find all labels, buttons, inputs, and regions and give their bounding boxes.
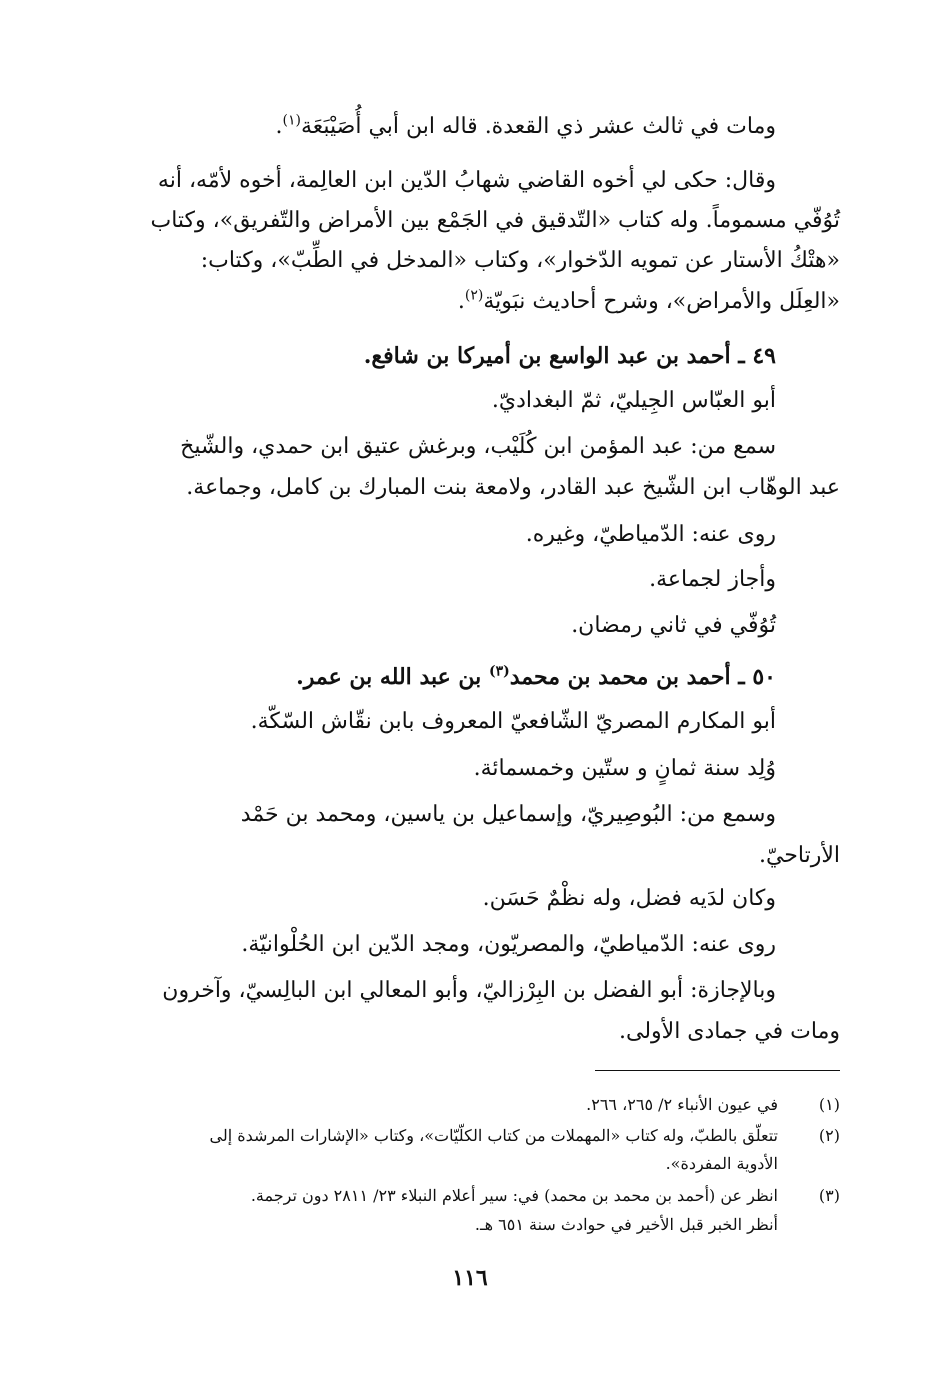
paragraph-line: روى عنه: الدّمياطيّ، وغيره. <box>525 522 776 547</box>
paragraph-line: «العِلَل والأمراض»، وشرح أحاديث نبَويّة$^{(٢)}$. <box>457 287 840 314</box>
paragraph-line: روى عنه: الدّمياطيّ، والمصريّون، ومجد الدّين ابن الحُلْوانيّة. <box>241 932 776 957</box>
paragraph-line: وأجاز لجماعة. <box>649 567 776 592</box>
entry-heading-50: ٥٠ ـ أحمد بن محمد بن محمد$^{(٣)}$ بن عبد الله بن عمر. <box>296 663 776 690</box>
footnote-ref: (٢) <box>464 287 484 304</box>
footnote-2: (٢)تتعلّق بالطبّ، وله كتاب «المهملات من كتاب الكلّيّات»، وكتاب «الإشارات المرشدة إلى <box>105 1122 840 1149</box>
paragraph-line: ومات في ثالث عشر ذي القعدة. قاله ابن أبي أُصَيْبَعَة$^{(١)}$. <box>275 112 776 139</box>
paragraph-line: ومات في جمادى الأولى. <box>618 1019 840 1044</box>
paragraph-line: تُوُفّي في ثاني رمضان. <box>571 613 776 638</box>
paragraph-line: أبو المكارم المصريّ الشّافعيّ المعروف بابن نقّاش السّكّة. <box>250 709 776 734</box>
footnote-1: (١)في عيون الأنباء ٢/ ٢٦٥، ٢٦٦. <box>105 1091 840 1118</box>
footnote-separator <box>595 1070 840 1071</box>
paragraph-line: وكان لدَيه فضل، وله نظْمٌ حَسَن. <box>482 886 776 911</box>
paragraph-line: سمع من: عبد المؤمن ابن كُلَيْب، وبرغش عتيق ابن حمدي، والشّيخ <box>180 434 776 459</box>
footnote-3: (٣)انظر عن (أحمد بن محمد بن محمد) في: سير أعلام النبلاء ٢٣/ ٢٨١١ دون ترجمة. <box>105 1182 840 1209</box>
paragraph-line: وسمع من: البُوصِيريّ، وإسماعيل بن ياسين، ومحمد بن حَمْد <box>240 802 776 827</box>
footnote-ref: (٣) <box>488 663 510 680</box>
footnote-3-continuation: أنظر الخبر قبل الأخير في حوادث سنة ٦٥١ هـ. <box>474 1215 778 1234</box>
entry-heading-49: ٤٩ ـ أحمد بن عبد الواسع بن أميركا بن شافع. <box>363 343 776 369</box>
paragraph-line: وبالإجازة: أبو الفضل بن البِرْزاليّ، وأبو المعالي ابن البالِسيّ، وآخرون <box>162 978 776 1003</box>
footnote-number: (٢) <box>818 1126 840 1145</box>
paragraph-line: الأرتاحيّ. <box>758 843 840 868</box>
paragraph-line: «هتْكُ الأستار عن تمويه الدّخوار»، وكتاب «المدخل في الطِّبّ»، وكتاب: <box>200 248 840 273</box>
paragraph-line: وقال: حكى لي أخوه القاضي شهابُ الدّين ابن العالِمة، أخوه لأمّه، أنه <box>157 168 776 193</box>
footnote-number: (١) <box>818 1095 840 1114</box>
footnote-number: (٣) <box>818 1186 840 1205</box>
paragraph-line: أبو العبّاس الجِيليّ، ثمّ البغداديّ. <box>491 388 776 413</box>
footnote-ref: (١) <box>282 112 301 129</box>
paragraph-line: عبد الوهّاب ابن الشّيخ عبد القادر، ولامعة بنت المبارك بن كامل، وجماعة. <box>186 475 840 500</box>
paragraph-line: تُوُفّي مسموماً. وله كتاب «التّدقيق في الجَمْع بين الأمراض والتّفريق»، وكتاب <box>150 208 840 233</box>
paragraph-line: وُلِد سنة ثمانٍ و ستّين وخمسمائة. <box>473 756 776 781</box>
page-number: ١١٦ <box>452 1265 488 1291</box>
footnote-2-continuation: الأدوية المفردة». <box>665 1154 778 1173</box>
